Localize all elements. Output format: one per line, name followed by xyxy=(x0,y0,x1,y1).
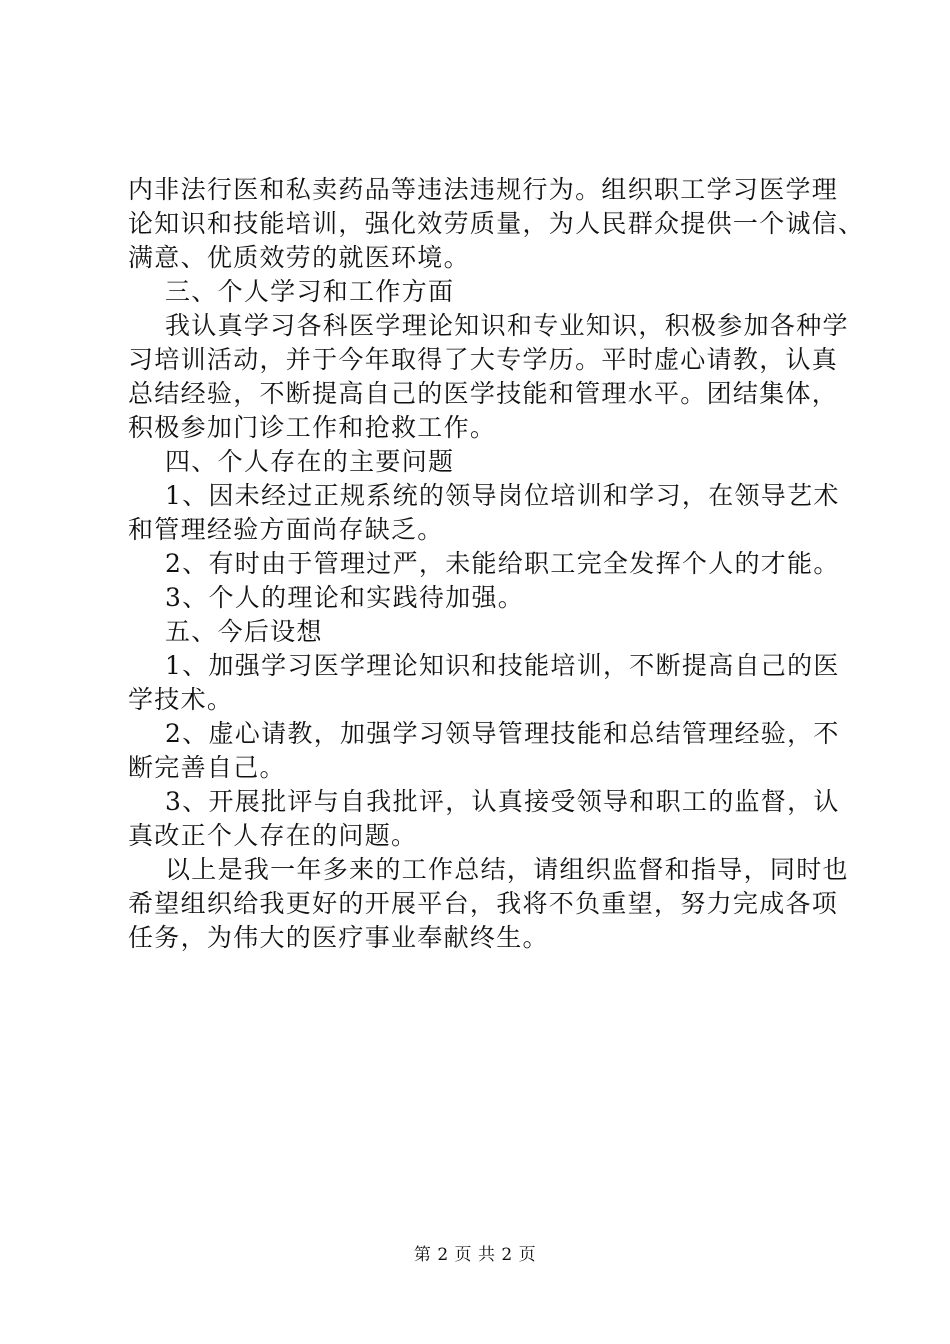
list-item: 2、有时由于管理过严，未能给职工完全发挥个人的才能。 xyxy=(128,549,840,578)
section-heading: 五、今后设想 xyxy=(128,617,323,646)
body-line: 我认真学习各科医学理论知识和专业知识，积极参加各种学 xyxy=(128,311,849,340)
body-line: 断完善自己。 xyxy=(128,753,286,782)
body-line: 总结经验，不断提高自己的医学技能和管理水平。团结集体， xyxy=(128,379,839,408)
body-line: 以上是我一年多来的工作总结，请组织监督和指导，同时也 xyxy=(128,855,849,884)
body-line: 论知识和技能培训，强化效劳质量，为人民群众提供一个诚信、 xyxy=(128,209,865,238)
list-item: 2、虚心请教，加强学习领导管理技能和总结管理经验，不 xyxy=(128,719,840,748)
body-line: 任务，为伟大的医疗事业奉献终生。 xyxy=(128,923,549,952)
section-heading: 四、个人存在的主要问题 xyxy=(128,447,455,476)
list-item: 3、个人的理论和实践待加强。 xyxy=(128,583,525,612)
body-line: 真改正个人存在的问题。 xyxy=(128,821,418,850)
body-line: 习培训活动，并于今年取得了大专学历。平时虚心请教，认真 xyxy=(128,345,839,374)
page-number-label: 第 2 页 共 2 页 xyxy=(413,1245,537,1265)
page-footer xyxy=(0,1244,950,1266)
body-line: 学技术。 xyxy=(128,685,234,714)
list-item: 3、开展批评与自我批评，认真接受领导和职工的监督，认 xyxy=(128,787,840,816)
list-item: 1、因未经过正规系统的领导岗位培训和学习，在领导艺术 xyxy=(128,481,840,510)
body-line: 内非法行医和私卖药品等违法违规行为。组织职工学习医学理 xyxy=(128,175,839,204)
body-line: 积极参加门诊工作和抢救工作。 xyxy=(128,413,497,442)
section-heading: 三、个人学习和工作方面 xyxy=(128,277,455,306)
list-item: 1、加强学习医学理论知识和技能培训，不断提高自己的医 xyxy=(128,651,840,680)
body-line: 满意、优质效劳的就医环境。 xyxy=(128,243,470,272)
body-line: 希望组织给我更好的开展平台，我将不负重望，努力完成各项 xyxy=(128,889,839,918)
body-line: 和管理经验方面尚存缺乏。 xyxy=(128,515,444,544)
document-body xyxy=(128,173,865,955)
